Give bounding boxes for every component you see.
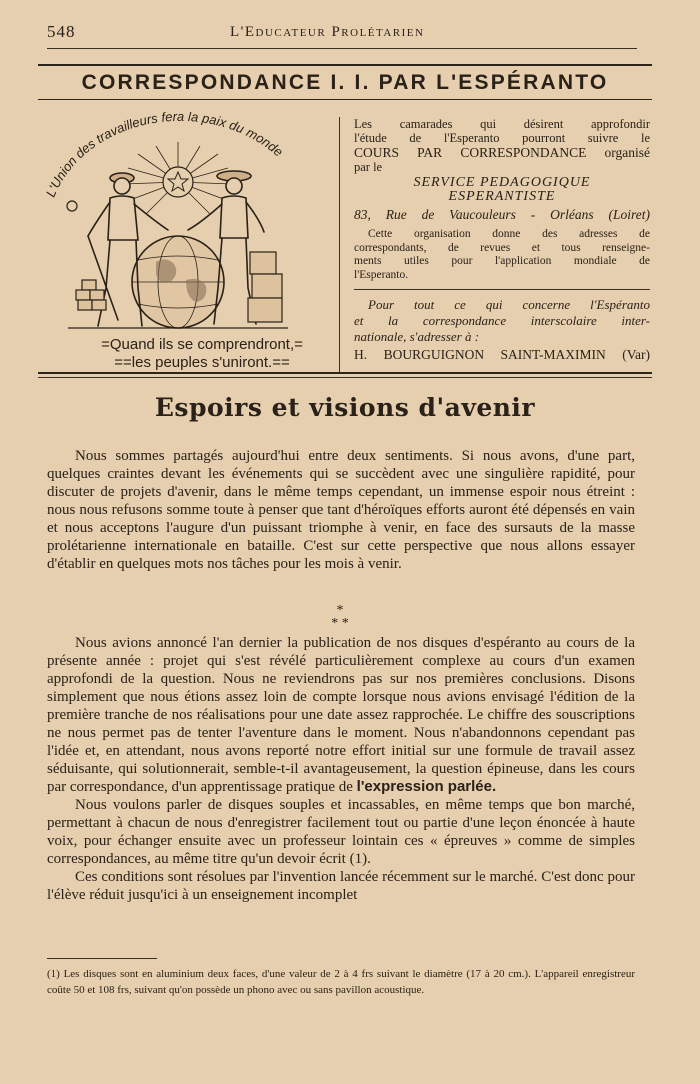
footnote: (1) Les disques sont en aluminium deux faces, d'une valeur de 2 à 4 frs suivant le diamètre (17 à 20 cm.). L'appareil enregistreur coûte 50 et 108 frs, suivant qu'on possède un phono avec ou sans pavillon acoustique. [47, 968, 635, 996]
org-line: Cette organisation donne des adresses de [368, 228, 650, 240]
motto-line-1: =Quand ils se comprendront,= [101, 336, 303, 353]
paragraph-text [47, 634, 635, 796]
par-le: par le [354, 159, 383, 174]
header-rule [47, 48, 637, 49]
article-title: Espoirs et visions d'avenir [154, 393, 536, 422]
org-line: correspondants, de revues et tous renseigne- [354, 241, 650, 254]
emphasis-expression-parlee: l'expression parlée. [356, 778, 497, 795]
journal-title: L'Educateur Prolétarien [230, 24, 425, 40]
org-line: ments utiles pour l'application mondiale de [354, 255, 650, 267]
service-name-line-2: ESPERANTISTE [448, 189, 556, 205]
paragraph-2-text: Nous avions annoncé l'an dernier la publication de nos disques d'espéranto au cours de la présente année : projet qui s'est révélé particulièrement complexe au cours d'un examen approfondi de la question. Nous ne reviendrons pas sur nos premières conclusions. Disons simplement que nous étions assez loin de compte lorsque nous avions envisagé l'édition de la première tranche de nos réalisations pour une date assez rapprochée. Le chiffre des souscriptions ne nous permet pas de tenter l'aventure dans le moment. Nous n'abandonnons cependant pas l'idée et, en attendant, nous avons reporté notre effort initial sur une formule de travail assez séduisante, qui solutionnerait, semble-t-il avantageusement, la question épineuse, dans les cours par correspondance, d'un apprentissage pratique de [47, 635, 635, 795]
motto-line-2: ==les peuples s'uniront.== [114, 354, 290, 371]
stacked-bricks [76, 280, 106, 310]
contact-note [354, 297, 650, 363]
service-name-line-1: SERVICE PEDAGOGIQUE [413, 175, 591, 191]
service-address: 83, Rue de Vaucouleurs - Orléans (Loiret) [354, 206, 650, 222]
small-circle [67, 201, 77, 211]
esperanto-emblem-illustration [38, 112, 318, 374]
intro-line: COURS PAR CORRESPONDANCE organisé [354, 144, 650, 160]
footnote-rule [47, 958, 157, 959]
paragraph-3-text: Nous voulons parler de disques souples et incassables, en même temps que bon marché, permettant à chacun de nous d'enregistrer facilement tout ou partie d'une leçon énoncée à haute voix, pour échanger ensuite avec un professeur lointain ces « épreuves » comme de simples correspondances, au même titre qu'un devoir écrit (1). [47, 797, 635, 867]
article-paragraph-1 [47, 447, 635, 573]
org-line: l'Esperanto. [354, 268, 409, 281]
contact-line: Pour tout ce qui concerne l'Espéranto [368, 297, 650, 312]
section-rule-bottom [38, 99, 652, 100]
paragraph-text: Nous sommes partagés aujourd'hui entre deux sentiments. Si nous avons, d'une part, quelques craintes devant les événements qui se succèdent avec une singulière rapidité, pour discuter de projets d'avenir, dans le même temps cependant, un immense espoir nous étreint : nous nous refusons somme toute à penser que tant d'héroïques efforts auront été dépensés en vain et nous acceptons l'augure d'un puissant triomphe à venir, en face des sursauts de la masse prolétarienne internationale en bataille. C'est sur cette perspective que nous allons essayer d'établir en quelques mots nos tâches pour les mois à venir. [47, 448, 635, 572]
contact-name: H. BOURGUIGNON SAINT-MAXIMIN (Var) [354, 347, 650, 362]
star-top: * [336, 603, 344, 618]
emblem-drawing [38, 112, 318, 374]
paragraph-4-text: Ces conditions sont résolues par l'invention lancée récemment sur le marché. C'est donc pour l'élève réduit jusqu'ici à un enseignement incomplet [47, 869, 635, 903]
organisation-note [354, 228, 650, 282]
stacked-crates [248, 252, 282, 322]
running-head [47, 22, 637, 44]
sidebar-rule [354, 289, 650, 290]
motto-line-2-text: les peuples s'uniront. [131, 354, 273, 371]
contact-line: nationale, s'adresser à : [354, 329, 480, 344]
stars-bottom: * * [331, 616, 349, 631]
page-number: 548 [47, 22, 76, 41]
emblem-arc-text: L'Union des travailleurs fera la paix du monde [42, 112, 287, 200]
column-divider [339, 117, 340, 373]
correspondence-course-info [354, 117, 650, 222]
intro-line: Les camarades qui désirent approfondir [354, 117, 650, 131]
section-rule-top [38, 64, 652, 66]
article-paragraph-2 [47, 634, 635, 904]
section-title: CORRESPONDANCE I. I. PAR L'ESPÉRANTO [81, 71, 609, 94]
box-rule-bottom-thin [38, 377, 652, 378]
contact-line: et la correspondance interscolaire inter- [354, 313, 650, 328]
intro-line: l'étude de l'Esperanto pourront suivre le [354, 131, 650, 146]
section-separator-stars [300, 604, 380, 630]
globe-icon [132, 236, 224, 328]
box-rule-bottom [38, 372, 652, 374]
